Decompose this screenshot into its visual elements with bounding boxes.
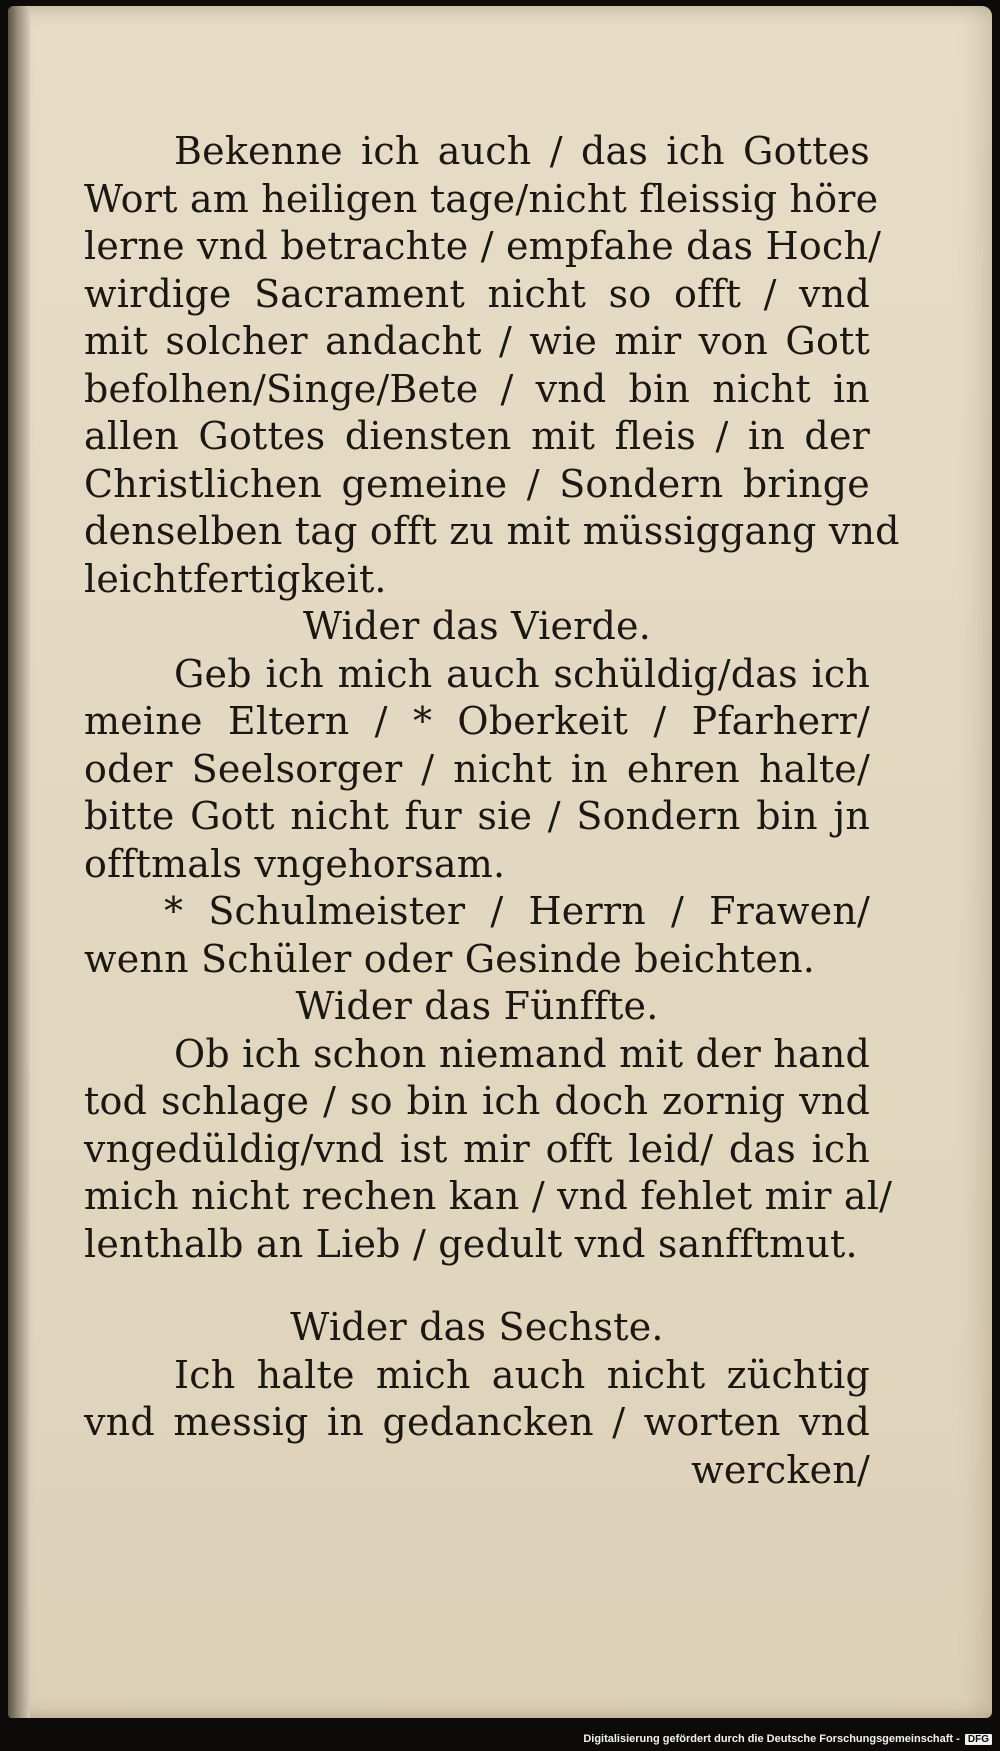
digitization-credit bbox=[583, 1733, 992, 1745]
text-line-15: bitte Gott nicht fur sie / Sondern bin jn bbox=[84, 794, 870, 838]
text-line-21: tod schlage / so bin ich doch zornig vnd bbox=[84, 1079, 870, 1123]
text-line-12: Geb ich mich auch schüldig/das ich bbox=[174, 651, 870, 696]
text-line-5: mit solcher andacht / wie mir von Gott bbox=[84, 319, 870, 363]
section-heading-fuenffte: Wider das Fünffte. bbox=[295, 984, 659, 1028]
text-line-22: vngedüldig/vnd ist mir offt leid/ das ich bbox=[84, 1126, 870, 1171]
text-line-23: mich nicht rechen kan / vnd fehlet mir al/ bbox=[84, 1174, 893, 1218]
text-line-3: lerne vnd betrachte / empfahe das Hoch/ bbox=[84, 224, 882, 268]
text-line-13: meine Eltern / * Oberkeit / Pfarherr/ bbox=[84, 699, 870, 743]
marginal-note-line-2: wenn Schüler oder Gesinde beichten. bbox=[84, 936, 816, 981]
blank-space bbox=[84, 1268, 870, 1304]
text-line-20: Ob ich schon niemand mit der hand bbox=[174, 1031, 871, 1076]
marginal-note-line-1: * Schulmeister / Herrn / Frawen/ bbox=[164, 889, 870, 933]
text-line-1: Bekenne ich auch / das ich Gottes bbox=[174, 129, 870, 173]
text-line-9: denselben tag offt zu mit müssiggang vnd bbox=[84, 509, 900, 553]
credit-text: Digitalisierung gefördert durch die Deutsche Forschungsgemeinschaft - bbox=[583, 1733, 960, 1745]
section-heading-sechste: Wider das Sechste. bbox=[290, 1305, 664, 1349]
text-line-2: Wort am heiligen tage/nicht fleissig höre bbox=[84, 176, 879, 221]
text-line-7: allen Gottes diensten mit fleis / in der bbox=[84, 414, 870, 458]
text-line-10: leichtfertigkeit. bbox=[84, 556, 387, 601]
text-line-26: Ich halte mich auch nicht züchtig bbox=[174, 1352, 870, 1397]
text-line-27: vnd messig in gedancken / worten vnd bbox=[84, 1400, 870, 1444]
text-line-8: Christlichen gemeine / Sondern bringe bbox=[84, 461, 870, 506]
catchword: wercken/ bbox=[691, 1447, 870, 1492]
dfg-logo: DFG bbox=[965, 1734, 992, 1745]
text-line-16: offtmals vngehorsam. bbox=[84, 841, 506, 886]
text-line-24: lenthalb an Lieb / gedult vnd sanfftmut. bbox=[84, 1221, 858, 1266]
page-text bbox=[84, 128, 900, 1494]
book-gutter bbox=[8, 6, 30, 1718]
text-line-6: befolhen/Singe/Bete / vnd bin nicht in bbox=[84, 366, 870, 411]
section-heading-vierde: Wider das Vierde. bbox=[302, 604, 652, 648]
text-line-14: oder Seelsorger / nicht in ehren halte/ bbox=[84, 746, 870, 791]
text-line-4: wirdige Sacrament nicht so offt / vnd bbox=[84, 271, 870, 316]
